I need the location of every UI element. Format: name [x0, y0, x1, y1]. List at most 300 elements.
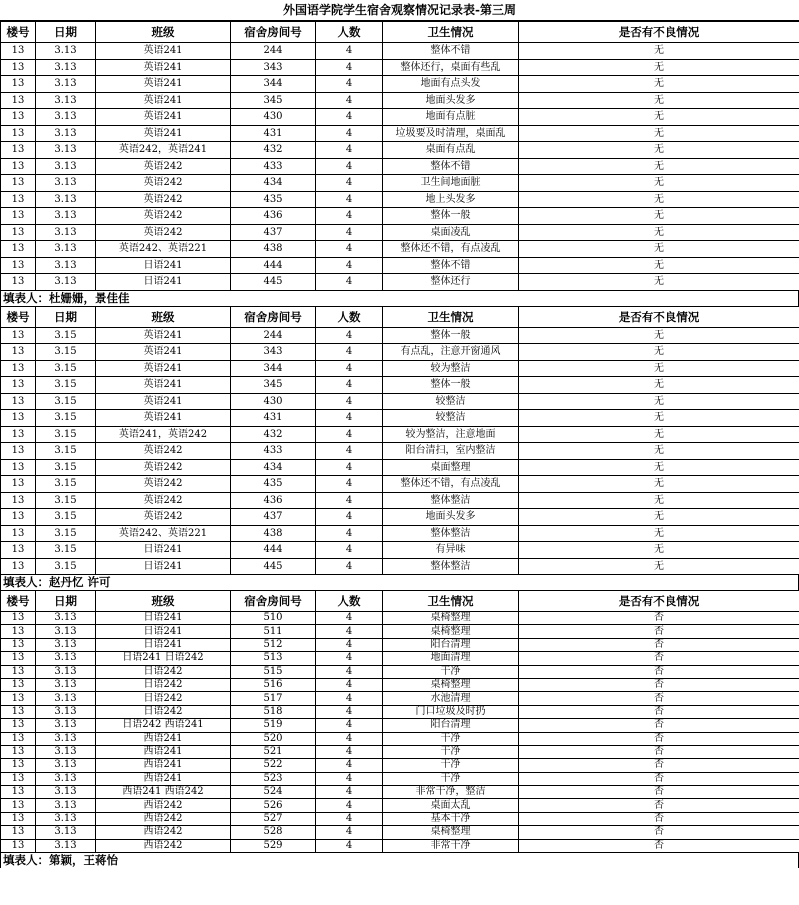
- cell-date: 3.13: [36, 175, 96, 192]
- cell-date: 3.13: [36, 839, 96, 852]
- header-count: 人数: [316, 591, 383, 612]
- cell-issues: 否: [519, 652, 799, 665]
- cell-issues: 无: [519, 558, 799, 575]
- cell-count: 4: [316, 443, 383, 460]
- cell-class: 日语242: [96, 665, 231, 678]
- cell-building: 13: [1, 327, 36, 344]
- record-table: [0, 21, 799, 291]
- cell-class: 英语242，英语241: [96, 142, 231, 159]
- header-row: [1, 591, 799, 612]
- cell-room: 437: [231, 509, 316, 526]
- cell-building: 13: [1, 692, 36, 705]
- cell-hygiene: 桌椅整理: [383, 678, 519, 691]
- cell-hygiene: 整体整洁: [383, 558, 519, 575]
- table-row: [1, 476, 799, 493]
- cell-date: 3.13: [36, 705, 96, 718]
- cell-date: 3.13: [36, 43, 96, 60]
- cell-count: 4: [316, 208, 383, 225]
- cell-building: 13: [1, 719, 36, 732]
- cell-room: 438: [231, 525, 316, 542]
- cell-building: 13: [1, 344, 36, 361]
- cell-count: 4: [316, 612, 383, 625]
- cell-issues: 无: [519, 327, 799, 344]
- cell-date: 3.15: [36, 443, 96, 460]
- cell-date: 3.15: [36, 509, 96, 526]
- cell-date: 3.15: [36, 558, 96, 575]
- cell-count: 4: [316, 92, 383, 109]
- cell-class: 英语241: [96, 92, 231, 109]
- table-row: [1, 208, 799, 225]
- table-row: [1, 443, 799, 460]
- cell-issues: 否: [519, 625, 799, 638]
- cell-hygiene: 干净: [383, 759, 519, 772]
- cell-issues: 否: [519, 732, 799, 745]
- cell-class: 英语242、英语221: [96, 241, 231, 258]
- cell-count: 4: [316, 410, 383, 427]
- cell-room: 432: [231, 142, 316, 159]
- cell-count: 4: [316, 732, 383, 745]
- cell-class: 西语242: [96, 826, 231, 839]
- cell-date: 3.13: [36, 142, 96, 159]
- cell-date: 3.13: [36, 812, 96, 825]
- filled-by-label: 填表人：第颖，王蒋怡: [0, 853, 799, 868]
- cell-hygiene: 有点乱，注意开窗通风: [383, 344, 519, 361]
- cell-count: 4: [316, 745, 383, 758]
- header-row: [1, 22, 799, 43]
- cell-date: 3.13: [36, 638, 96, 651]
- cell-room: 244: [231, 327, 316, 344]
- cell-date: 3.13: [36, 125, 96, 142]
- cell-building: 13: [1, 732, 36, 745]
- cell-building: 13: [1, 208, 36, 225]
- cell-issues: 否: [519, 772, 799, 785]
- cell-class: 日语242: [96, 705, 231, 718]
- cell-building: 13: [1, 476, 36, 493]
- cell-class: 英语241: [96, 410, 231, 427]
- cell-issues: 否: [519, 692, 799, 705]
- cell-class: 日语241: [96, 558, 231, 575]
- cell-room: 517: [231, 692, 316, 705]
- cell-hygiene: 桌面有点乱: [383, 142, 519, 159]
- cell-count: 4: [316, 692, 383, 705]
- cell-hygiene: 干净: [383, 665, 519, 678]
- cell-count: 4: [316, 509, 383, 526]
- cell-hygiene: 非常干净，整洁: [383, 786, 519, 799]
- sections-container: [0, 21, 799, 868]
- table-row: [1, 786, 799, 799]
- cell-building: 13: [1, 459, 36, 476]
- table-row: [1, 625, 799, 638]
- cell-count: 4: [316, 759, 383, 772]
- cell-issues: 无: [519, 109, 799, 126]
- cell-date: 3.13: [36, 692, 96, 705]
- cell-count: 4: [316, 678, 383, 691]
- cell-date: 3.13: [36, 772, 96, 785]
- cell-room: 512: [231, 638, 316, 651]
- table-row: [1, 839, 799, 852]
- cell-issues: 无: [519, 476, 799, 493]
- cell-date: 3.13: [36, 786, 96, 799]
- filled-by-label: 填表人：杜姗姗，景佳佳: [0, 291, 799, 306]
- cell-count: 4: [316, 274, 383, 291]
- cell-issues: 无: [519, 241, 799, 258]
- cell-issues: 无: [519, 459, 799, 476]
- cell-building: 13: [1, 191, 36, 208]
- cell-count: 4: [316, 327, 383, 344]
- cell-hygiene: 地面有点脏: [383, 109, 519, 126]
- cell-count: 4: [316, 826, 383, 839]
- cell-class: 英语241: [96, 109, 231, 126]
- cell-hygiene: 地面有点头发: [383, 76, 519, 93]
- cell-class: 英语242: [96, 492, 231, 509]
- cell-class: 英语241: [96, 76, 231, 93]
- cell-class: 日语241: [96, 638, 231, 651]
- cell-count: 4: [316, 59, 383, 76]
- cell-hygiene: 垃圾要及时清理，桌面乱: [383, 125, 519, 142]
- cell-hygiene: 干净: [383, 772, 519, 785]
- cell-room: 524: [231, 786, 316, 799]
- cell-hygiene: 整体一般: [383, 208, 519, 225]
- cell-room: 432: [231, 426, 316, 443]
- cell-room: 521: [231, 745, 316, 758]
- cell-building: 13: [1, 76, 36, 93]
- cell-building: 13: [1, 509, 36, 526]
- cell-room: 344: [231, 76, 316, 93]
- cell-date: 3.15: [36, 525, 96, 542]
- cell-count: 4: [316, 175, 383, 192]
- cell-issues: 否: [519, 786, 799, 799]
- header-room: 宿舍房间号: [231, 591, 316, 612]
- cell-date: 3.15: [36, 360, 96, 377]
- cell-building: 13: [1, 826, 36, 839]
- record-table: [0, 306, 799, 576]
- cell-issues: 无: [519, 344, 799, 361]
- cell-date: 3.13: [36, 652, 96, 665]
- cell-class: 英语242: [96, 476, 231, 493]
- table-row: [1, 799, 799, 812]
- header-class: 班级: [96, 306, 231, 327]
- table-row: [1, 410, 799, 427]
- cell-date: 3.13: [36, 257, 96, 274]
- cell-class: 英语241: [96, 125, 231, 142]
- table-row: [1, 327, 799, 344]
- cell-building: 13: [1, 125, 36, 142]
- cell-class: 英语242: [96, 443, 231, 460]
- cell-building: 13: [1, 142, 36, 159]
- cell-building: 13: [1, 43, 36, 60]
- cell-date: 3.13: [36, 208, 96, 225]
- cell-building: 13: [1, 158, 36, 175]
- table-row: [1, 638, 799, 651]
- table-row: [1, 665, 799, 678]
- table-row: [1, 92, 799, 109]
- cell-issues: 否: [519, 705, 799, 718]
- cell-hygiene: 整体不错: [383, 43, 519, 60]
- cell-room: 343: [231, 59, 316, 76]
- cell-hygiene: 阳台清理: [383, 719, 519, 732]
- cell-class: 日语241: [96, 257, 231, 274]
- cell-building: 13: [1, 652, 36, 665]
- cell-building: 13: [1, 759, 36, 772]
- cell-issues: 无: [519, 257, 799, 274]
- cell-class: 西语241: [96, 772, 231, 785]
- cell-hygiene: 桌椅整理: [383, 625, 519, 638]
- cell-building: 13: [1, 638, 36, 651]
- cell-count: 4: [316, 476, 383, 493]
- cell-date: 3.15: [36, 426, 96, 443]
- cell-count: 4: [316, 43, 383, 60]
- cell-class: 日语241: [96, 542, 231, 559]
- cell-hygiene: 整体不错: [383, 257, 519, 274]
- cell-count: 4: [316, 719, 383, 732]
- cell-class: 英语241: [96, 377, 231, 394]
- cell-room: 433: [231, 443, 316, 460]
- cell-class: 英语241: [96, 43, 231, 60]
- cell-room: 430: [231, 109, 316, 126]
- cell-hygiene: 较为整洁，注意地面: [383, 426, 519, 443]
- cell-room: 433: [231, 158, 316, 175]
- cell-hygiene: 干净: [383, 745, 519, 758]
- cell-count: 4: [316, 558, 383, 575]
- table-row: [1, 542, 799, 559]
- cell-date: 3.13: [36, 158, 96, 175]
- cell-date: 3.15: [36, 476, 96, 493]
- cell-issues: 否: [519, 745, 799, 758]
- cell-building: 13: [1, 558, 36, 575]
- cell-room: 529: [231, 839, 316, 852]
- cell-issues: 无: [519, 92, 799, 109]
- header-date: 日期: [36, 306, 96, 327]
- table-row: [1, 678, 799, 691]
- cell-building: 13: [1, 175, 36, 192]
- cell-class: 英语242、英语221: [96, 525, 231, 542]
- table-row: [1, 772, 799, 785]
- cell-class: 英语242: [96, 459, 231, 476]
- cell-room: 515: [231, 665, 316, 678]
- cell-class: 英语241: [96, 59, 231, 76]
- cell-hygiene: 阳台清扫，室内整洁: [383, 443, 519, 460]
- cell-count: 4: [316, 839, 383, 852]
- cell-class: 西语241: [96, 745, 231, 758]
- cell-issues: 否: [519, 799, 799, 812]
- cell-building: 13: [1, 678, 36, 691]
- table-row: [1, 274, 799, 291]
- sheet-title: 外国语学院学生宿舍观察情况记录表-第三周: [0, 0, 799, 21]
- cell-class: 英语242: [96, 224, 231, 241]
- cell-count: 4: [316, 812, 383, 825]
- cell-room: 511: [231, 625, 316, 638]
- table-row: [1, 360, 799, 377]
- cell-hygiene: 干净: [383, 732, 519, 745]
- cell-date: 3.13: [36, 678, 96, 691]
- cell-class: 英语242: [96, 158, 231, 175]
- filled-by-label: 填表人：赵丹忆 许可: [0, 575, 799, 590]
- cell-date: 3.15: [36, 459, 96, 476]
- cell-room: 528: [231, 826, 316, 839]
- cell-date: 3.13: [36, 665, 96, 678]
- header-room: 宿舍房间号: [231, 306, 316, 327]
- cell-class: 英语241: [96, 360, 231, 377]
- table-row: [1, 175, 799, 192]
- cell-class: 英语241: [96, 393, 231, 410]
- cell-hygiene: 较为整洁: [383, 360, 519, 377]
- cell-issues: 无: [519, 158, 799, 175]
- cell-issues: 否: [519, 665, 799, 678]
- cell-hygiene: 水池清理: [383, 692, 519, 705]
- cell-issues: 否: [519, 638, 799, 651]
- table-row: [1, 509, 799, 526]
- cell-room: 518: [231, 705, 316, 718]
- header-date: 日期: [36, 591, 96, 612]
- cell-issues: 无: [519, 125, 799, 142]
- cell-class: 英语241: [96, 327, 231, 344]
- cell-date: 3.13: [36, 625, 96, 638]
- cell-date: 3.15: [36, 344, 96, 361]
- cell-issues: 无: [519, 142, 799, 159]
- cell-room: 344: [231, 360, 316, 377]
- cell-count: 4: [316, 158, 383, 175]
- cell-count: 4: [316, 224, 383, 241]
- cell-hygiene: 较整洁: [383, 410, 519, 427]
- cell-class: 西语241: [96, 759, 231, 772]
- cell-room: 431: [231, 410, 316, 427]
- cell-count: 4: [316, 377, 383, 394]
- cell-building: 13: [1, 772, 36, 785]
- table-row: [1, 705, 799, 718]
- cell-issues: 无: [519, 59, 799, 76]
- cell-room: 444: [231, 542, 316, 559]
- table-row: [1, 393, 799, 410]
- cell-date: 3.13: [36, 76, 96, 93]
- cell-class: 日语242 西语241: [96, 719, 231, 732]
- cell-room: 520: [231, 732, 316, 745]
- table-row: [1, 377, 799, 394]
- cell-count: 4: [316, 459, 383, 476]
- header-date: 日期: [36, 22, 96, 43]
- cell-building: 13: [1, 812, 36, 825]
- cell-building: 13: [1, 393, 36, 410]
- cell-building: 13: [1, 241, 36, 258]
- cell-count: 4: [316, 786, 383, 799]
- cell-room: 244: [231, 43, 316, 60]
- cell-hygiene: 整体还不错，有点凌乱: [383, 476, 519, 493]
- cell-building: 13: [1, 612, 36, 625]
- cell-issues: 无: [519, 175, 799, 192]
- table-row: [1, 109, 799, 126]
- cell-count: 4: [316, 393, 383, 410]
- cell-hygiene: 整体还行: [383, 274, 519, 291]
- header-building: 楼号: [1, 591, 36, 612]
- cell-building: 13: [1, 426, 36, 443]
- cell-hygiene: 地面头发多: [383, 92, 519, 109]
- table-row: [1, 812, 799, 825]
- table-row: [1, 692, 799, 705]
- table-row: [1, 59, 799, 76]
- cell-class: 英语242: [96, 191, 231, 208]
- cell-count: 4: [316, 772, 383, 785]
- cell-hygiene: 桌面太乱: [383, 799, 519, 812]
- table-row: [1, 125, 799, 142]
- cell-count: 4: [316, 638, 383, 651]
- cell-count: 4: [316, 191, 383, 208]
- cell-date: 3.13: [36, 732, 96, 745]
- cell-date: 3.13: [36, 759, 96, 772]
- cell-issues: 否: [519, 826, 799, 839]
- header-building: 楼号: [1, 306, 36, 327]
- cell-class: 日语242: [96, 678, 231, 691]
- cell-building: 13: [1, 274, 36, 291]
- cell-hygiene: 基本干净: [383, 812, 519, 825]
- cell-date: 3.13: [36, 109, 96, 126]
- cell-building: 13: [1, 377, 36, 394]
- cell-issues: 无: [519, 360, 799, 377]
- cell-issues: 否: [519, 612, 799, 625]
- cell-issues: 无: [519, 492, 799, 509]
- cell-hygiene: 整体不错: [383, 158, 519, 175]
- cell-count: 4: [316, 426, 383, 443]
- cell-building: 13: [1, 224, 36, 241]
- cell-room: 438: [231, 241, 316, 258]
- header-class: 班级: [96, 591, 231, 612]
- cell-count: 4: [316, 492, 383, 509]
- cell-room: 435: [231, 191, 316, 208]
- header-issues: 是否有不良情况: [519, 306, 799, 327]
- cell-building: 13: [1, 542, 36, 559]
- cell-hygiene: 整体还行，桌面有些乱: [383, 59, 519, 76]
- cell-building: 13: [1, 799, 36, 812]
- cell-room: 343: [231, 344, 316, 361]
- header-building: 楼号: [1, 22, 36, 43]
- table-row: [1, 759, 799, 772]
- cell-class: 英语242: [96, 509, 231, 526]
- table-row: [1, 612, 799, 625]
- cell-issues: 无: [519, 377, 799, 394]
- table-row: [1, 241, 799, 258]
- cell-room: 345: [231, 92, 316, 109]
- cell-date: 3.13: [36, 826, 96, 839]
- table-row: [1, 745, 799, 758]
- cell-room: 444: [231, 257, 316, 274]
- cell-room: 510: [231, 612, 316, 625]
- cell-hygiene: 桌面整理: [383, 459, 519, 476]
- cell-building: 13: [1, 257, 36, 274]
- table-row: [1, 732, 799, 745]
- cell-room: 526: [231, 799, 316, 812]
- header-hygiene: 卫生情况: [383, 306, 519, 327]
- cell-issues: 无: [519, 224, 799, 241]
- cell-hygiene: 整体整洁: [383, 525, 519, 542]
- table-row: [1, 459, 799, 476]
- cell-room: 527: [231, 812, 316, 825]
- cell-class: 日语241: [96, 625, 231, 638]
- cell-issues: 否: [519, 839, 799, 852]
- header-issues: 是否有不良情况: [519, 22, 799, 43]
- cell-date: 3.13: [36, 241, 96, 258]
- cell-date: 3.13: [36, 59, 96, 76]
- cell-class: 西语241: [96, 732, 231, 745]
- table-row: [1, 224, 799, 241]
- cell-issues: 无: [519, 76, 799, 93]
- cell-class: 日语241: [96, 612, 231, 625]
- cell-issues: 无: [519, 542, 799, 559]
- cell-count: 4: [316, 542, 383, 559]
- cell-building: 13: [1, 360, 36, 377]
- cell-hygiene: 阳台清理: [383, 638, 519, 651]
- cell-class: 日语241: [96, 274, 231, 291]
- cell-count: 4: [316, 142, 383, 159]
- cell-date: 3.13: [36, 92, 96, 109]
- cell-class: 英语242: [96, 175, 231, 192]
